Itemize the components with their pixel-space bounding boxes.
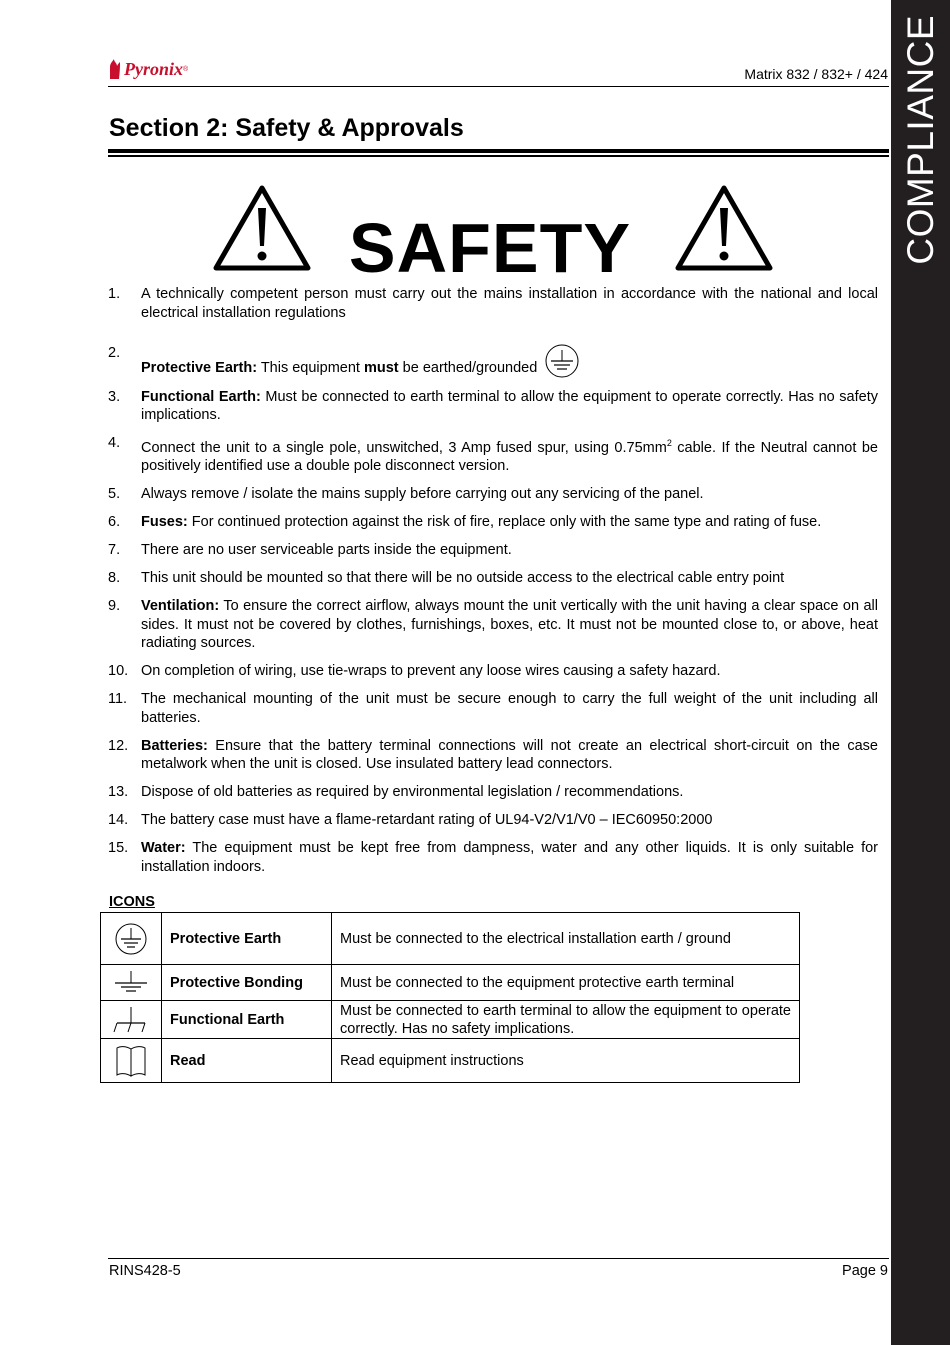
item-number: 5. (108, 486, 121, 503)
icon-name: Protective Bonding (162, 965, 332, 1001)
document-title: Matrix 832 / 832+ / 424 (744, 66, 888, 82)
item-number: 9. (108, 598, 121, 615)
table-row (101, 913, 800, 965)
item-text: This equipment (257, 360, 364, 376)
item-text: This unit should be mounted so that there will be no outside access to the electrical cable entry point (141, 570, 785, 587)
list-item (108, 662, 878, 681)
item-superscript: 2 (666, 438, 672, 448)
protective-bonding-icon (111, 969, 151, 997)
item-text: Ensure that the battery terminal connections will not create an electrical short-circuit on the case metalwork when the unit is closed. Use insulated battery lead connectors. (141, 737, 878, 773)
sidebar-label-box (891, 15, 950, 265)
item-text: A technically competent person must carry out the mains installation in accordance with the national and local electrical installation regulations (141, 286, 878, 321)
warning-triangle-icon (674, 184, 774, 272)
item-text: be earthed/grounded (398, 360, 538, 376)
item-text: Always remove / isolate the mains supply before carrying out any servicing of the panel. (141, 486, 704, 503)
item-number: 6. (108, 514, 121, 531)
document-reference: RINS428-5 (109, 1263, 181, 1279)
item-lead: Protective Earth: (141, 360, 258, 376)
list-item (108, 839, 878, 876)
item-number: 8. (108, 570, 121, 587)
icon-name: Protective Earth (162, 913, 332, 965)
item-text: The battery case must have a flame-retardant rating of UL94-V2/V1/V0 – IEC60950:2000 (141, 812, 713, 829)
item-emphasis: must (363, 360, 399, 376)
item-number: 10. (108, 663, 129, 680)
item-text: Must be connected to earth terminal to allow the equipment to operate correctly. Has no safety implications. (141, 388, 878, 423)
list-item (108, 783, 878, 802)
read-instructions-icon (113, 1043, 149, 1079)
list-item (108, 513, 878, 532)
list-item (108, 388, 878, 425)
item-number: 4. (108, 435, 121, 451)
item-text: The mechanical mounting of the unit must be secure enough to carry the full weight of the unit including all batteries. (141, 691, 878, 726)
functional-earth-icon (111, 1005, 151, 1035)
icon-description: Must be connected to the electrical installation earth / ground (332, 913, 800, 965)
brand-logo (108, 56, 188, 82)
safety-list (108, 285, 878, 886)
item-text: Dispose of old batteries as required by environmental legislation / recommendations. (141, 784, 684, 801)
item-text: Connect the unit to a single pole, unswitched, 3 Amp fused spur, using 0.75mm (141, 439, 667, 456)
item-number: 14. (108, 812, 129, 829)
item-text: The equipment must be kept free from dampness, water and any other liquids. It is only suitable for installation indoors. (141, 840, 878, 875)
safety-heading: SAFETY (348, 209, 632, 287)
item-lead: Water: (141, 840, 186, 857)
icon-cell (101, 913, 162, 965)
brand-name: Pyronix (124, 58, 184, 79)
item-text: On completion of wiring, use tie-wraps to prevent any loose wires causing a safety hazard. (141, 663, 721, 680)
warning-triangle-icon (212, 184, 312, 272)
item-text: cable. If the Neutral cannot be positively identified use a double pole disconnect version. (141, 439, 878, 475)
protective-earth-icon (541, 344, 583, 378)
icon-cell (101, 965, 162, 1001)
item-lead: Batteries: (141, 737, 208, 754)
item-number: 15. (108, 840, 129, 857)
icon-description: Must be connected to earth terminal to allow the equipment to operate correctly. Has no safety implications. (332, 1001, 800, 1039)
protective-earth-icon (114, 922, 148, 956)
table-row (101, 1001, 800, 1039)
header-divider (108, 86, 889, 87)
list-item (108, 434, 878, 476)
item-text: To ensure the correct airflow, always mount the unit vertically with the unit having a clear space on all sides. It must not be covered by clothes, furnishings, boxes, etc. It must not be mounted close to, or above, heat radiating sources. (141, 598, 878, 652)
title-divider-thin (108, 155, 889, 157)
list-item (108, 597, 878, 653)
brand-registered-mark: ® (183, 65, 189, 73)
page-number: Page 9 (842, 1263, 888, 1279)
item-lead: Functional Earth: (141, 388, 261, 405)
sidebar-label: COMPLIANCE (900, 15, 941, 265)
list-item (108, 690, 878, 727)
item-text: There are no user serviceable parts inside the equipment. (141, 542, 512, 559)
icon-name: Functional Earth (162, 1001, 332, 1039)
list-item (108, 285, 878, 322)
section-title: Section 2: Safety & Approvals (109, 114, 464, 142)
list-item (108, 344, 878, 378)
item-text: For continued protection against the risk of fire, replace only with the same type and rating of fuse. (187, 514, 822, 531)
list-item (108, 541, 878, 560)
pyronix-flame-icon (108, 58, 122, 80)
item-lead: Ventilation: (141, 598, 220, 615)
item-number: 1. (108, 286, 121, 302)
table-row (101, 1039, 800, 1083)
icon-name: Read (162, 1039, 332, 1083)
icons-table (100, 912, 800, 1083)
icon-cell (101, 1039, 162, 1083)
item-number: 12. (108, 737, 129, 754)
item-number: 3. (108, 388, 121, 405)
title-divider-thick (108, 149, 889, 153)
footer-divider (108, 1258, 889, 1259)
table-row (101, 965, 800, 1001)
icon-description: Read equipment instructions (332, 1039, 800, 1083)
item-lead: Fuses: (141, 514, 188, 531)
list-item (108, 569, 878, 588)
icons-heading: ICONS (109, 894, 155, 910)
list-item (108, 737, 878, 774)
item-number: 13. (108, 784, 129, 801)
item-number: 7. (108, 542, 121, 559)
icon-cell (101, 1001, 162, 1039)
item-number: 11. (108, 691, 128, 708)
list-item (108, 485, 878, 504)
icon-description: Must be connected to the equipment protective earth terminal (332, 965, 800, 1001)
list-item (108, 811, 878, 830)
item-number: 2. (108, 345, 121, 361)
